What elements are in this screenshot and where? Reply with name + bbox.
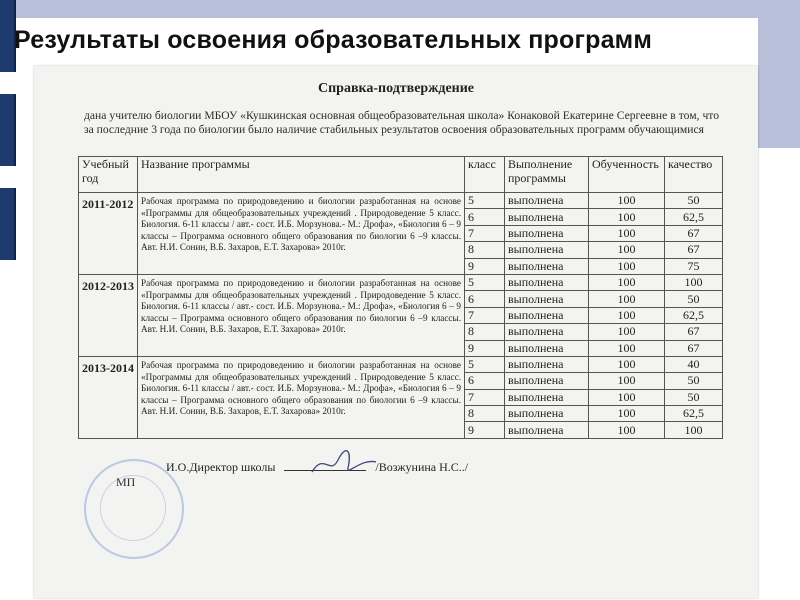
handwritten-signature [304, 446, 384, 482]
quality-cell: 100 [665, 422, 723, 438]
program-name-cell: Рабочая программа по природоведению и биологии разработанная на основе «Программы для общеобразовательных учреждений . Природоведение 5 класс. Биология. 6-11 классы / авт.- сост. И.Б. Морзунова.- М.: Дрофа», «Биология 6 – 9 классы – Программа основного общего образования по биологии 6 –9 классы. Авт. Н.И. Сонин, В.Б. Захаров, Е.Т. Захарова» 2010г. [138, 193, 465, 275]
completion-cell: выполнена [505, 242, 589, 258]
left-accent-bar [0, 94, 16, 166]
learning-cell: 100 [589, 258, 665, 274]
header-year: Учебный год [79, 157, 138, 193]
school-year-cell: 2011-2012 [79, 193, 138, 275]
header-quality: качество [665, 157, 723, 193]
quality-cell: 62,5 [665, 406, 723, 422]
quality-cell: 40 [665, 356, 723, 372]
school-year-cell: 2013-2014 [79, 356, 138, 438]
learning-cell: 100 [589, 274, 665, 290]
quality-cell: 67 [665, 324, 723, 340]
quality-cell: 75 [665, 258, 723, 274]
quality-cell: 50 [665, 389, 723, 405]
class-cell: 5 [465, 193, 505, 209]
header-class: класс [465, 157, 505, 193]
completion-cell: выполнена [505, 291, 589, 307]
class-cell: 7 [465, 225, 505, 241]
class-cell: 5 [465, 274, 505, 290]
right-decor-band [758, 18, 800, 148]
header-learning: Обученность [589, 157, 665, 193]
certificate-intro: дана учителю биологии МБОУ «Кушкинская основная общеобразовательная школа» Конаковой Екатерине Сергеевне в том, что за последние 3 года по биологии было наличие стабильных результатов освоения образовательных программ обучающимися [84, 109, 719, 136]
class-cell: 7 [465, 389, 505, 405]
class-cell: 9 [465, 340, 505, 356]
learning-cell: 100 [589, 340, 665, 356]
completion-cell: выполнена [505, 422, 589, 438]
results-table [78, 156, 723, 439]
top-decor-band [0, 0, 800, 18]
certificate-heading: Справка-подтверждение [317, 81, 475, 96]
header-program: Название программы [138, 157, 465, 193]
program-name-cell: Рабочая программа по природоведению и биологии разработанная на основе «Программы для общеобразовательных учреждений . Природоведение 5 класс. Биология. 6-11 классы / авт.- сост. И.Б. Морзунова.- М.: Дрофа», «Биология 6 – 9 классы – Программа основного общего образования по биологии 6 –9 классы. Авт. Н.И. Сонин, В.Б. Захаров, Е.Т. Захарова» 2010г. [138, 274, 465, 356]
quality-cell: 67 [665, 242, 723, 258]
class-cell: 5 [465, 356, 505, 372]
class-cell: 8 [465, 406, 505, 422]
left-accent-bar [0, 188, 16, 260]
header-completion: Выполнение программы [505, 157, 589, 193]
class-cell: 9 [465, 258, 505, 274]
scanned-certificate [34, 66, 758, 598]
learning-cell: 100 [589, 291, 665, 307]
class-cell: 6 [465, 373, 505, 389]
quality-cell: 50 [665, 291, 723, 307]
class-cell: 6 [465, 291, 505, 307]
quality-cell: 62,5 [665, 209, 723, 225]
completion-cell: выполнена [505, 389, 589, 405]
completion-cell: выполнена [505, 307, 589, 323]
completion-cell: выполнена [505, 324, 589, 340]
table-row [79, 193, 723, 209]
school-year-cell: 2012-2013 [79, 274, 138, 356]
class-cell: 9 [465, 422, 505, 438]
slide-title: Результаты освоения образовательных программ [14, 26, 653, 54]
class-cell: 6 [465, 209, 505, 225]
quality-cell: 62,5 [665, 307, 723, 323]
learning-cell: 100 [589, 324, 665, 340]
table-row [79, 274, 723, 290]
completion-cell: выполнена [505, 209, 589, 225]
completion-cell: выполнена [505, 406, 589, 422]
stamp-label: МП [116, 475, 136, 489]
quality-cell: 50 [665, 193, 723, 209]
learning-cell: 100 [589, 307, 665, 323]
director-role: И.О.Директор школы [166, 460, 276, 474]
quality-cell: 100 [665, 274, 723, 290]
quality-cell: 67 [665, 340, 723, 356]
completion-cell: выполнена [505, 340, 589, 356]
completion-cell: выполнена [505, 258, 589, 274]
learning-cell: 100 [589, 406, 665, 422]
quality-cell: 50 [665, 373, 723, 389]
class-cell: 7 [465, 307, 505, 323]
table-header-row [79, 157, 723, 193]
completion-cell: выполнена [505, 274, 589, 290]
learning-cell: 100 [589, 422, 665, 438]
learning-cell: 100 [589, 209, 665, 225]
learning-cell: 100 [589, 242, 665, 258]
class-cell: 8 [465, 242, 505, 258]
learning-cell: 100 [589, 193, 665, 209]
learning-cell: 100 [589, 389, 665, 405]
quality-cell: 67 [665, 225, 723, 241]
class-cell: 8 [465, 324, 505, 340]
program-name-cell: Рабочая программа по природоведению и биологии разработанная на основе «Программы для общеобразовательных учреждений . Природоведение 5 класс. Биология. 6-11 классы / авт.- сост. И.Б. Морзунова.- М.: Дрофа», «Биология 6 – 9 классы – Программа основного общего образования по биологии 6 –9 классы. Авт. Н.И. Сонин, В.Б. Захаров, Е.Т. Захарова» 2010г. [138, 356, 465, 438]
learning-cell: 100 [589, 356, 665, 372]
completion-cell: выполнена [505, 356, 589, 372]
completion-cell: выполнена [505, 193, 589, 209]
learning-cell: 100 [589, 373, 665, 389]
director-name: /Возжунина Н.С../ [375, 460, 469, 474]
learning-cell: 100 [589, 225, 665, 241]
completion-cell: выполнена [505, 225, 589, 241]
table-row [79, 356, 723, 372]
completion-cell: выполнена [505, 373, 589, 389]
